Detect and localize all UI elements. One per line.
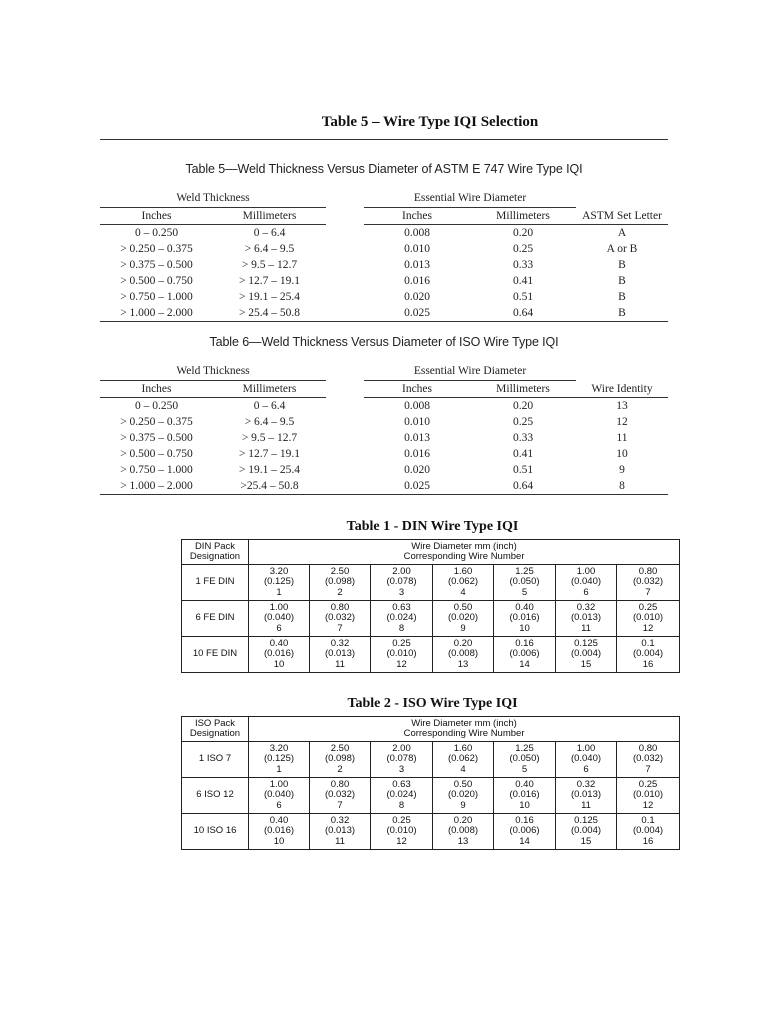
- iso-pack-wire-cell: [556, 778, 617, 814]
- wire-diameter-inch: (0.040): [263, 789, 295, 801]
- wire-diameter-mm: 1.25: [515, 565, 534, 577]
- iso-pack-wire-cell: [617, 814, 680, 850]
- wire-diameter-mm: 0.40: [515, 601, 534, 613]
- table-cell: > 0.250 – 0.375: [120, 416, 193, 428]
- iso-group-wire-diameter: Essential Wire Diameter: [364, 362, 576, 381]
- wire-number: 11: [335, 658, 345, 670]
- table-cell: > 25.4 – 50.8: [213, 305, 326, 322]
- wire-diameter-mm: 0.25: [638, 778, 658, 790]
- spacer-cell: [326, 414, 364, 430]
- wire-number: 6: [583, 586, 589, 598]
- wire-diameter-inch: (0.006): [509, 825, 540, 837]
- astm-group-wire-diameter: Essential Wire Diameter: [364, 189, 576, 208]
- astm-table-row: [100, 257, 668, 273]
- wire-diameter-inch: (0.024): [386, 789, 417, 801]
- table-cell: 10: [616, 448, 628, 460]
- table-cell: 0.33: [512, 432, 534, 444]
- table-cell: 0.20: [512, 400, 534, 412]
- table-cell: > 19.1 – 25.4: [238, 291, 301, 303]
- wire-diameter-mm: 0.32: [576, 778, 596, 790]
- table-cell: 0.64: [470, 305, 576, 322]
- wire-diameter-inch: (0.062): [447, 753, 479, 765]
- wire-diameter-mm: 1.60: [453, 565, 473, 577]
- wire-number: 6: [276, 622, 282, 634]
- iso-pack-wire-cell: [494, 742, 556, 778]
- iso-pack-wire-cell: [371, 814, 433, 850]
- din-table: [181, 539, 680, 673]
- wire-diameter-mm: 0.63: [392, 778, 411, 790]
- table-cell: 0.020: [404, 464, 430, 476]
- iso-pack-wire-cell: [556, 814, 617, 850]
- table-cell: 11: [616, 432, 628, 444]
- astm-table: [100, 189, 668, 322]
- iso-table-row: [100, 430, 668, 446]
- wire-number: 6: [276, 799, 282, 811]
- din-wire-cell: [494, 601, 556, 637]
- wire-diameter-inch: (0.050): [509, 576, 540, 588]
- wire-diameter-inch: (0.013): [570, 789, 602, 801]
- astm-table-row: [100, 241, 668, 257]
- din-wire-cell: [556, 565, 617, 601]
- spacer-cell: [326, 430, 364, 446]
- table-cell: 0.013: [404, 432, 430, 444]
- wire-diameter-mm: 0.80: [330, 601, 350, 613]
- table-cell: B: [618, 259, 626, 271]
- table-cell: 0.25: [512, 243, 534, 255]
- spacer-cell: [326, 225, 364, 242]
- spacer-cell: [326, 257, 364, 273]
- wire-diameter-inch: (0.125): [263, 753, 295, 765]
- wire-diameter-inch: (0.020): [447, 789, 479, 801]
- din-wire-cell: [310, 637, 371, 673]
- astm-table-row: [100, 225, 668, 242]
- astm-col-wire-inches: Inches: [364, 208, 470, 225]
- wire-diameter-inch: (0.006): [509, 648, 540, 660]
- table-cell: 0 – 0.250: [134, 400, 179, 412]
- wire-number: 3: [398, 586, 405, 598]
- wire-diameter-inch: (0.032): [632, 576, 664, 588]
- wire-diameter-inch: (0.016): [263, 825, 295, 837]
- iso-pack-wire-cell: [494, 778, 556, 814]
- document-title: Table 5 – Wire Type IQI Selection: [321, 114, 539, 130]
- astm-col-inches: Inches: [100, 208, 213, 225]
- din-wire-cell: [433, 637, 494, 673]
- din-wire-cell: [310, 601, 371, 637]
- table-cell: 0.013: [404, 259, 430, 271]
- wire-number: 3: [398, 763, 405, 775]
- table-cell: 0.016: [404, 275, 430, 287]
- din-wire-cell: [310, 565, 371, 601]
- wire-diameter-mm: 1.00: [576, 565, 596, 577]
- wire-diameter-inch: (0.016): [509, 612, 540, 624]
- iso-col-wire-identity: Wire Identity: [576, 381, 668, 398]
- spacer-cell: [326, 289, 364, 305]
- wire-diameter-mm: 1.25: [515, 742, 534, 754]
- wire-diameter-inch: (0.013): [324, 648, 356, 660]
- iso-pack-wire-cell: [494, 814, 556, 850]
- din-wire-cell: [433, 565, 494, 601]
- iso-pack-wire-cell: [310, 742, 371, 778]
- wire-diameter-mm: 0.20: [453, 637, 473, 649]
- wire-diameter-mm: 1.00: [269, 778, 289, 790]
- iso-pack-pack-designation: 1 ISO 7: [182, 742, 249, 778]
- din-wire-cell: [494, 565, 556, 601]
- table-cell: B: [576, 305, 668, 322]
- table-cell: 0.51: [512, 291, 534, 303]
- wire-number: 8: [398, 799, 405, 811]
- wire-diameter-inch: (0.010): [632, 612, 664, 624]
- iso-col-wire-millimeters: Millimeters: [470, 381, 576, 398]
- iso-pack-wire-cell: [249, 778, 310, 814]
- iso-pack-wire-cell: [433, 814, 494, 850]
- iso-table-row: [100, 398, 668, 415]
- din-table-row: [182, 637, 680, 673]
- wire-diameter-inch: (0.040): [570, 576, 602, 588]
- iso-pack-wire-cell: [249, 814, 310, 850]
- wire-diameter-inch: (0.078): [386, 753, 417, 765]
- wire-number: 6: [583, 763, 589, 775]
- wire-diameter-mm: 3.20: [269, 565, 289, 577]
- iso-table: [100, 362, 668, 495]
- table-cell: 0.010: [404, 243, 430, 255]
- wire-diameter-inch: (0.098): [324, 576, 356, 588]
- astm-col-set-letter: ASTM Set Letter: [576, 208, 668, 225]
- astm-table-row: [100, 273, 668, 289]
- wire-number: 10: [519, 622, 530, 634]
- wire-number: 14: [519, 658, 530, 670]
- wire-number: 7: [645, 763, 651, 775]
- din-header-wire-diameter: Wire Diameter mm (inch) Corresponding Wire Number: [249, 540, 680, 565]
- wire-diameter-inch: (0.008): [447, 825, 479, 837]
- wire-number: 10: [273, 835, 285, 847]
- table-cell: 12: [616, 416, 628, 428]
- wire-diameter-inch: (0.010): [632, 789, 664, 801]
- astm-table-caption: Table 5—Weld Thickness Versus Diameter of ASTM E 747 Wire Type IQI: [185, 162, 583, 176]
- iso-table-row: [100, 478, 668, 495]
- spacer-cell: [326, 305, 364, 322]
- iso-table-caption: Table 6—Weld Thickness Versus Diameter of ISO Wire Type IQI: [209, 335, 559, 349]
- wire-diameter-inch: (0.032): [632, 753, 664, 765]
- wire-diameter-mm: 0.80: [330, 778, 350, 790]
- wire-diameter-inch: (0.008): [447, 648, 479, 660]
- table-cell: B: [618, 275, 626, 287]
- din-table-row: [182, 601, 680, 637]
- wire-number: 2: [337, 586, 343, 598]
- table-cell: > 1.000 – 2.000: [100, 305, 213, 322]
- wire-diameter-inch: (0.004): [570, 825, 602, 837]
- table-cell: 0.025: [364, 478, 470, 495]
- din-table-title: Table 1 - DIN Wire Type IQI: [346, 519, 519, 534]
- spacer-cell: [326, 273, 364, 289]
- iso-table-row: [100, 446, 668, 462]
- astm-group-weld-thickness: Weld Thickness: [100, 189, 326, 208]
- table-cell: 0.64: [470, 478, 576, 495]
- table-cell: > 0.500 – 0.750: [120, 448, 193, 460]
- iso-pack-table: [181, 716, 680, 850]
- iso-pack-wire-cell: [371, 778, 433, 814]
- wire-diameter-mm: 1.00: [269, 601, 289, 613]
- din-pack-designation: 6 FE DIN: [182, 601, 249, 637]
- wire-number: 8: [398, 622, 405, 634]
- iso-pack-wire-cell: [371, 742, 433, 778]
- iso-pack-wire-cell: [249, 742, 310, 778]
- wire-diameter-mm: 2.50: [330, 565, 350, 577]
- din-wire-cell: [556, 637, 617, 673]
- wire-number: 1: [276, 586, 282, 598]
- iso-pack-pack-designation: 10 ISO 16: [182, 814, 249, 850]
- wire-diameter-mm: 0.40: [269, 637, 289, 649]
- wire-diameter-mm: 0.63: [392, 601, 411, 613]
- table-cell: 0.016: [404, 448, 430, 460]
- table-cell: > 12.7 – 19.1: [238, 448, 301, 460]
- table-cell: 0.020: [404, 291, 430, 303]
- wire-number: 12: [642, 799, 654, 811]
- table-cell: > 0.250 – 0.375: [120, 243, 193, 255]
- table-cell: 0.51: [512, 464, 534, 476]
- table-cell: 0.25: [512, 416, 534, 428]
- wire-diameter-mm: 2.50: [330, 742, 350, 754]
- iso-table-row: [100, 462, 668, 478]
- din-table-row: [182, 565, 680, 601]
- iso-pack-header-wire-diameter: Wire Diameter mm (inch) Corresponding Wire Number: [249, 717, 680, 742]
- wire-diameter-mm: 0.125: [574, 637, 598, 649]
- table-cell: A or B: [606, 243, 638, 255]
- wire-diameter-mm: 0.125: [574, 814, 598, 826]
- din-wire-cell: [249, 565, 310, 601]
- din-wire-cell: [371, 637, 433, 673]
- iso-col-inches: Inches: [100, 381, 213, 398]
- wire-number: 16: [642, 658, 654, 670]
- wire-number: 15: [580, 658, 592, 670]
- wire-number: 10: [273, 658, 285, 670]
- din-wire-cell: [249, 637, 310, 673]
- wire-diameter-inch: (0.040): [570, 753, 602, 765]
- wire-number: 7: [337, 622, 343, 634]
- table-cell: 0.41: [512, 448, 534, 460]
- table-cell: > 0.375 – 0.500: [120, 259, 193, 271]
- wire-diameter-mm: 0.50: [453, 601, 473, 613]
- wire-diameter-inch: (0.040): [263, 612, 295, 624]
- wire-diameter-mm: 0.32: [330, 637, 350, 649]
- din-pack-designation: 10 FE DIN: [182, 637, 249, 673]
- table-cell: 9: [619, 464, 625, 476]
- table-cell: > 0.375 – 0.500: [120, 432, 193, 444]
- iso-pack-wire-cell: [433, 742, 494, 778]
- spacer-cell: [326, 398, 364, 415]
- wire-number: 5: [521, 763, 528, 775]
- table-cell: > 1.000 – 2.000: [100, 478, 213, 495]
- wire-diameter-mm: 0.25: [392, 637, 411, 649]
- table-cell: 0.008: [404, 227, 430, 239]
- table-cell: > 12.7 – 19.1: [238, 275, 301, 287]
- table-cell: > 19.1 – 25.4: [238, 464, 301, 476]
- iso-group-weld-thickness: Weld Thickness: [100, 362, 326, 381]
- table-cell: 0.41: [512, 275, 534, 287]
- spacer-cell: [326, 446, 364, 462]
- astm-table-row: [100, 305, 668, 322]
- din-wire-cell: [371, 565, 433, 601]
- spacer-cell: [326, 462, 364, 478]
- table-cell: 0.025: [364, 305, 470, 322]
- wire-number: 13: [457, 835, 469, 847]
- din-wire-cell: [617, 601, 680, 637]
- spacer-cell: [326, 241, 364, 257]
- wire-number: 7: [645, 586, 651, 598]
- wire-diameter-inch: (0.125): [263, 576, 295, 588]
- wire-diameter-mm: 0.16: [515, 637, 534, 649]
- iso-pack-wire-cell: [556, 742, 617, 778]
- wire-diameter-mm: 0.20: [453, 814, 473, 826]
- wire-diameter-mm: 0.80: [638, 742, 658, 754]
- table-cell: > 0.500 – 0.750: [120, 275, 193, 287]
- wire-diameter-mm: 0.40: [269, 814, 289, 826]
- wire-number: 12: [642, 622, 654, 634]
- iso-pack-table-row: [182, 814, 680, 850]
- wire-number: 7: [337, 799, 343, 811]
- iso-pack-wire-cell: [310, 814, 371, 850]
- wire-diameter-inch: (0.004): [570, 648, 602, 660]
- wire-diameter-mm: 0.32: [576, 601, 596, 613]
- table-cell: A: [617, 227, 627, 239]
- table-cell: > 0.750 – 1.000: [120, 464, 193, 476]
- wire-number: 1: [276, 763, 282, 775]
- wire-number: 2: [337, 763, 343, 775]
- wire-diameter-inch: (0.062): [447, 576, 479, 588]
- spacer-cell: [326, 478, 364, 495]
- wire-diameter-inch: (0.004): [632, 648, 664, 660]
- astm-table-row: [100, 289, 668, 305]
- iso-pack-table-title: Table 2 - ISO Wire Type IQI: [347, 696, 518, 711]
- table-cell: > 6.4 – 9.5: [244, 243, 295, 255]
- wire-diameter-inch: (0.032): [324, 789, 356, 801]
- din-wire-cell: [371, 601, 433, 637]
- iso-pack-wire-cell: [617, 742, 680, 778]
- table-cell: > 0.750 – 1.000: [120, 291, 193, 303]
- wire-diameter-inch: (0.024): [386, 612, 417, 624]
- din-wire-cell: [617, 565, 680, 601]
- wire-diameter-mm: 2.00: [392, 565, 411, 577]
- wire-diameter-mm: 0.40: [515, 778, 534, 790]
- wire-diameter-mm: 0.16: [515, 814, 534, 826]
- wire-number: 10: [519, 799, 530, 811]
- wire-number: 11: [335, 835, 345, 847]
- wire-diameter-mm: 0.25: [638, 601, 658, 613]
- din-pack-designation: 1 FE DIN: [182, 565, 249, 601]
- wire-number: 13: [457, 658, 469, 670]
- wire-number: 5: [521, 586, 528, 598]
- table-cell: 0.20: [512, 227, 534, 239]
- din-wire-cell: [249, 601, 310, 637]
- wire-number: 11: [581, 622, 591, 634]
- wire-diameter-mm: 1.00: [576, 742, 596, 754]
- iso-pack-table-row: [182, 778, 680, 814]
- din-header-designation: DIN Pack Designation: [182, 540, 249, 565]
- iso-col-millimeters: Millimeters: [213, 381, 326, 398]
- table-cell: 0.010: [404, 416, 430, 428]
- iso-pack-header-designation: ISO Pack Designation: [182, 717, 249, 742]
- table-cell: > 9.5 – 12.7: [241, 432, 298, 444]
- wire-number: 9: [460, 799, 466, 811]
- iso-pack-pack-designation: 6 ISO 12: [182, 778, 249, 814]
- wire-diameter-inch: (0.010): [386, 648, 417, 660]
- table-cell: > 6.4 – 9.5: [244, 416, 295, 428]
- din-wire-cell: [494, 637, 556, 673]
- wire-diameter-inch: (0.050): [509, 753, 540, 765]
- wire-number: 12: [396, 835, 407, 847]
- wire-diameter-inch: (0.098): [324, 753, 356, 765]
- wire-diameter-mm: 2.00: [392, 742, 411, 754]
- title-divider: [100, 139, 668, 140]
- wire-diameter-inch: (0.004): [632, 825, 664, 837]
- astm-col-wire-millimeters: Millimeters: [470, 208, 576, 225]
- table-cell: 8: [576, 478, 668, 495]
- wire-number: 4: [460, 763, 466, 775]
- table-cell: 0 – 0.250: [134, 227, 179, 239]
- wire-diameter-inch: (0.010): [386, 825, 417, 837]
- wire-number: 12: [396, 658, 407, 670]
- wire-diameter-inch: (0.032): [324, 612, 356, 624]
- wire-diameter-mm: 1.60: [453, 742, 473, 754]
- iso-pack-wire-cell: [433, 778, 494, 814]
- wire-diameter-inch: (0.013): [570, 612, 602, 624]
- iso-col-wire-inches: Inches: [364, 381, 470, 398]
- wire-number: 4: [460, 586, 466, 598]
- wire-diameter-mm: 0.32: [330, 814, 350, 826]
- table-cell: 0.33: [512, 259, 534, 271]
- table-cell: B: [618, 291, 626, 303]
- din-wire-cell: [617, 637, 680, 673]
- wire-diameter-inch: (0.016): [263, 648, 295, 660]
- din-wire-cell: [556, 601, 617, 637]
- table-cell: 0 – 6.4: [253, 227, 286, 239]
- wire-diameter-inch: (0.078): [386, 576, 417, 588]
- table-cell: 0 – 6.4: [253, 400, 286, 412]
- wire-diameter-inch: (0.016): [509, 789, 540, 801]
- wire-diameter-mm: 0.1: [641, 637, 655, 649]
- iso-pack-wire-cell: [310, 778, 371, 814]
- din-wire-cell: [433, 601, 494, 637]
- table-cell: 0.008: [404, 400, 430, 412]
- wire-diameter-mm: 0.25: [392, 814, 411, 826]
- wire-number: 9: [460, 622, 466, 634]
- astm-col-millimeters: Millimeters: [213, 208, 326, 225]
- wire-number: 16: [642, 835, 654, 847]
- wire-diameter-mm: 0.80: [638, 565, 658, 577]
- iso-pack-wire-cell: [617, 778, 680, 814]
- wire-diameter-mm: 0.50: [453, 778, 473, 790]
- wire-number: 11: [581, 799, 591, 811]
- wire-diameter-mm: 3.20: [269, 742, 289, 754]
- iso-table-row: [100, 414, 668, 430]
- wire-number: 14: [519, 835, 530, 847]
- wire-diameter-inch: (0.020): [447, 612, 479, 624]
- iso-pack-table-row: [182, 742, 680, 778]
- wire-diameter-inch: (0.013): [324, 825, 356, 837]
- wire-diameter-mm: 0.1: [641, 814, 655, 826]
- table-cell: >25.4 – 50.8: [213, 478, 326, 495]
- table-cell: 13: [616, 400, 628, 412]
- wire-number: 15: [580, 835, 592, 847]
- table-cell: > 9.5 – 12.7: [241, 259, 298, 271]
